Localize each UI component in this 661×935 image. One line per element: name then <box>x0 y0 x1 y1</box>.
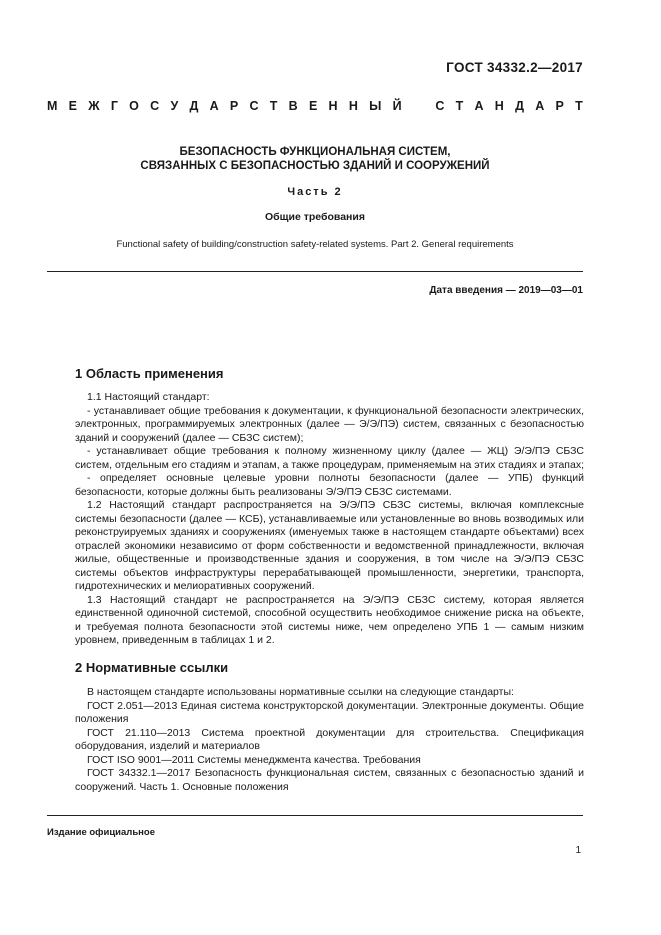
reference-item: ГОСТ 21.110—2013 Система проектной документации для строительства. Спецификация оборудования, изделий и материалов <box>75 726 584 752</box>
interstate-standard-heading <box>47 99 583 113</box>
heading-letter: Р <box>229 99 239 113</box>
title-line-2: СВЯЗАННЫХ С БЕЗОПАСНОСТЬЮ ЗДАНИЙ И СООРУЖЕНИЙ <box>140 160 490 172</box>
heading-letter: У <box>170 99 179 113</box>
heading-letter: Д <box>515 99 524 113</box>
top-divider <box>47 271 583 272</box>
section-2-body <box>75 686 584 794</box>
heading-letter: Ы <box>369 99 382 113</box>
paragraph: В настоящем стандарте использованы нормативные ссылки на следующие стандарты: <box>87 686 514 698</box>
section-2-heading: 2 Нормативные ссылки <box>75 660 229 675</box>
reference-item: ГОСТ 34332.1—2017 Безопасность функциональная систем, связанных с безопасностью зданий и сооружений. Часть 1. Основные положения <box>75 767 584 793</box>
paragraph: - определяет основные целевые уровни полноты безопасности (далее — УПБ) функций безопасности, которые должны быть реализованы Э/Э/ПЭ СБЗС системами. <box>75 472 584 498</box>
heading-letter: В <box>288 99 298 113</box>
heading-letter: Р <box>555 99 564 113</box>
document-title <box>47 145 583 173</box>
section-1-body <box>75 391 584 648</box>
heading-letter: Т <box>575 99 583 113</box>
heading-letter: С <box>150 99 160 113</box>
page-number: 1 <box>575 845 581 856</box>
heading-letter: Е <box>68 99 78 113</box>
part-label: Часть 2 <box>287 186 343 198</box>
heading-letter: Й <box>392 99 402 113</box>
paragraph: 1.2 Настоящий стандарт распространяется на Э/Э/ПЭ СБЗС системы, включая комплексные системы безопасности (далее — КСБ), устанавливаемые или установленные во вновь возводимых или реконструируемых зданиях и сооружениях (именуемых также в настоящем стандарте объектами) всех отраслей экономики независимо от форм собственности и ведомственной принадлежности, включая жилые, общественные и производственные здания и сооружения, в том числе на Э/Э/ПЭ СБЗС системы объектов инфраструктуры перерабатывающей промышленности, энергетики, транспорта, гидротехнических и мелиоративных сооружений. <box>75 499 584 592</box>
title-line-1: БЕЗОПАСНОСТЬ ФУНКЦИОНАЛЬНАЯ СИСТЕМ, <box>179 146 451 158</box>
heading-letter: А <box>474 99 484 113</box>
heading-letter: Е <box>308 99 318 113</box>
heading-letter: Т <box>269 99 278 113</box>
heading-letter: С <box>435 99 445 113</box>
section-1-heading: 1 Область применения <box>75 366 224 381</box>
heading-letter: О <box>129 99 139 113</box>
paragraph: 1.1 Настоящий стандарт: <box>87 391 210 403</box>
reference-item: ГОСТ 2.051—2013 Единая система конструкторской документации. Электронные документы. Общие положения <box>75 699 584 725</box>
heading-letter: С <box>249 99 259 113</box>
document-subtitle: Общие требования <box>265 211 365 223</box>
standard-number: ГОСТ 34332.2—2017 <box>446 60 583 75</box>
heading-letter: Г <box>110 99 118 113</box>
heading-letter: А <box>209 99 219 113</box>
heading-letter: А <box>535 99 545 113</box>
heading-letter: Н <box>328 99 338 113</box>
heading-letter: Н <box>348 99 358 113</box>
heading-letter: М <box>47 99 58 113</box>
paragraph: - устанавливает общие требования к полному жизненному циклу (далее — ЖЦ) Э/Э/ПЭ СБЗС систем, отдельным его стадиям и этапам, а также процедурам, применяемым на этих стадиях и этапах; <box>75 445 585 471</box>
introduction-date: Дата введения — 2019—03—01 <box>429 285 583 296</box>
english-title: Functional safety of building/construction safety-related systems. Part 2. General requirements <box>116 239 514 250</box>
official-edition-label: Издание официальное <box>47 827 155 838</box>
heading-letter: Ж <box>88 99 100 113</box>
bottom-divider <box>47 815 583 816</box>
heading-letter: Т <box>455 99 464 113</box>
paragraph: 1.3 Настоящий стандарт не распространяется на Э/Э/ПЭ СБЗС систему, которая является единственной одиночной системой, способной осуществить необходимое снижение риска на объекте, и требуемая полнота безопасности этой системы ниже, чем определено УПБ 1 — самым низким уровнем, приведенным в таблицах 1 и 2. <box>75 593 584 646</box>
reference-item: ГОСТ ISO 9001—2011 Системы менеджмента качества. Требования <box>87 753 421 766</box>
heading-letter: Д <box>189 99 199 113</box>
heading-letter: Н <box>494 99 504 113</box>
paragraph: - устанавливает общие требования к документации, к функциональной безопасности электрических, электронных, программируемых электронных (далее — Э/Э/ПЭ) систем, связанных с безопасностью зданий и сооружений (далее — СБЗС систем); <box>75 404 584 444</box>
